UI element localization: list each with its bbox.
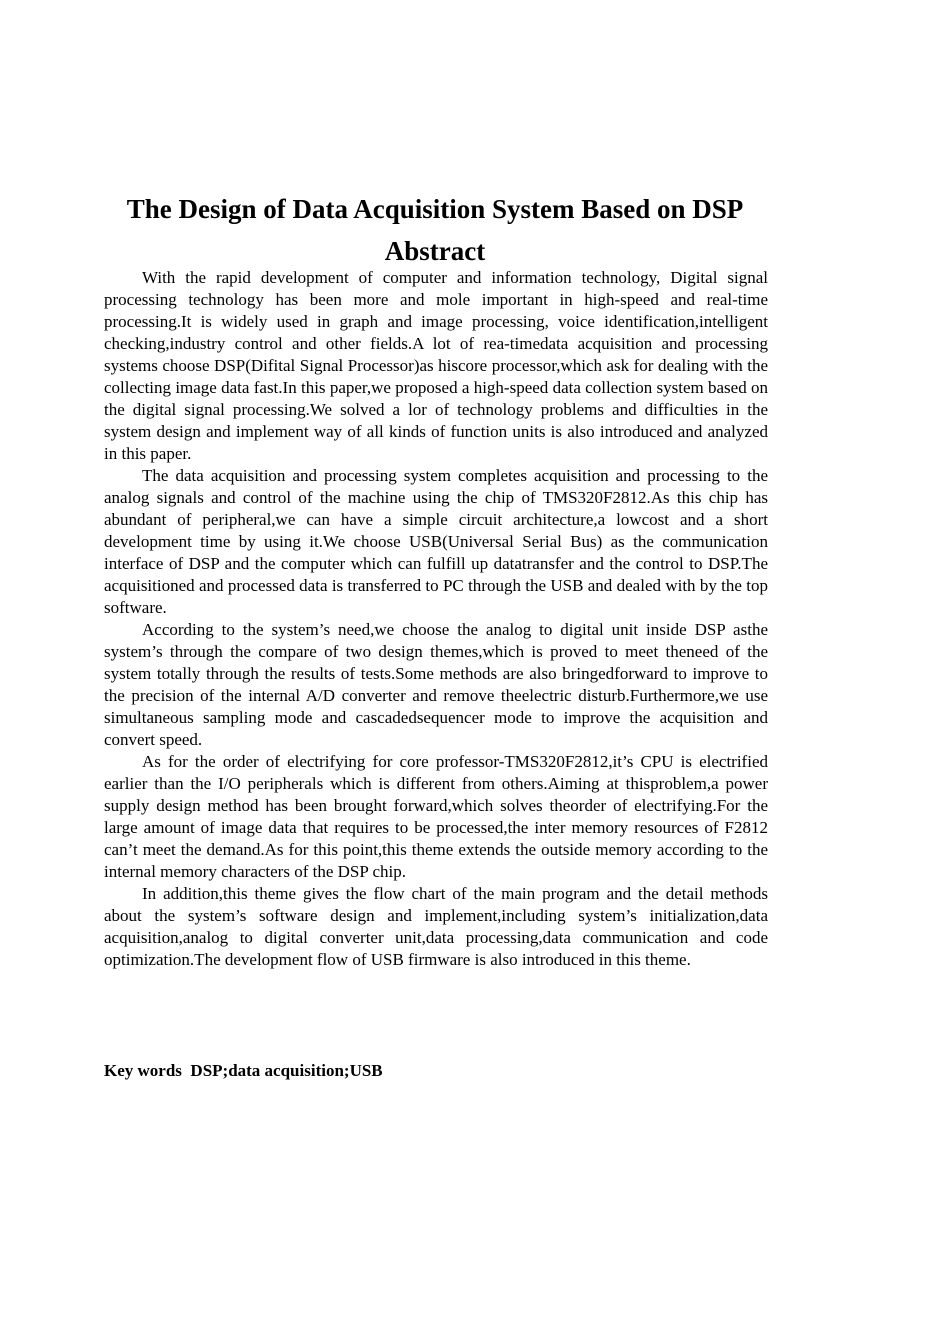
abstract-paragraph: According to the system’s need,we choose the analog to digital unit inside DSP asthe system’s through the compare of two design themes,which is proved to meet theneed of the system totally through the results of tests.Some methods are also bringedforward to improve to the precision of the internal A/D converter and remove theelectric disturb.Furthermore,we use simultaneous sampling mode and cascadedsequencer mode to improve the acquisition and convert speed. <box>104 620 768 749</box>
keywords: Key words DSP;data acquisition;USB <box>104 1061 383 1080</box>
abstract-paragraph: With the rapid development of computer and information technology, Digital signal processing technology has been more and mole important in high-speed and real-time processing.It is widely used in graph and image processing, voice identification,intelligent checking,industry control and other fields.A lot of rea-timedata acquisition and processing systems choose DSP(Difital Signal Processor)as hiscore processor,which ask for dealing with the collecting image data fast.In this paper,we proposed a high-speed data collection system based on the digital signal processing.We solved a lor of technology problems and difficulties in the system design and implement way of all kinds of function units is also introduced and analyzed in this paper. <box>104 268 768 463</box>
abstract-paragraph: As for the order of electrifying for core professor-TMS320F2812,it’s CPU is electrified earlier than the I/O peripherals which is different from others.Aiming at thisproblem,a power supply design method has been brought forward,which solves theorder of electrifying.For the large amount of image data that requires to be processed,the inter memory resources of F2812 can’t meet the demand.As for this point,this theme extends the outside memory according to the internal memory characters of the DSP chip. <box>104 752 768 881</box>
abstract-paragraph: The data acquisition and processing system completes acquisition and processing to the analog signals and control of the machine using the chip of TMS320F2812.As this chip has abundant of peripheral,we can have a simple circuit architecture,a lowcost and a short development time by using it.We choose USB(Universal Serial Bus) as the communication interface of DSP and the computer which can fulfill up datatransfer and the control to DSP.The acquisitioned and processed data is transferred to PC through the USB and dealed with by the top software. <box>104 466 768 617</box>
abstract-heading: Abstract <box>384 236 486 266</box>
document-title: The Design of Data Acquisition System Based on DSP <box>126 194 744 224</box>
abstract-paragraph: In addition,this theme gives the flow chart of the main program and the detail methods about the system’s software design and implement,including system’s initialization,data acquisition,analog to digital converter unit,data processing,data communication and code optimization.The development flow of USB firmware is also introduced in this theme. <box>104 884 768 969</box>
abstract-body <box>104 267 768 971</box>
